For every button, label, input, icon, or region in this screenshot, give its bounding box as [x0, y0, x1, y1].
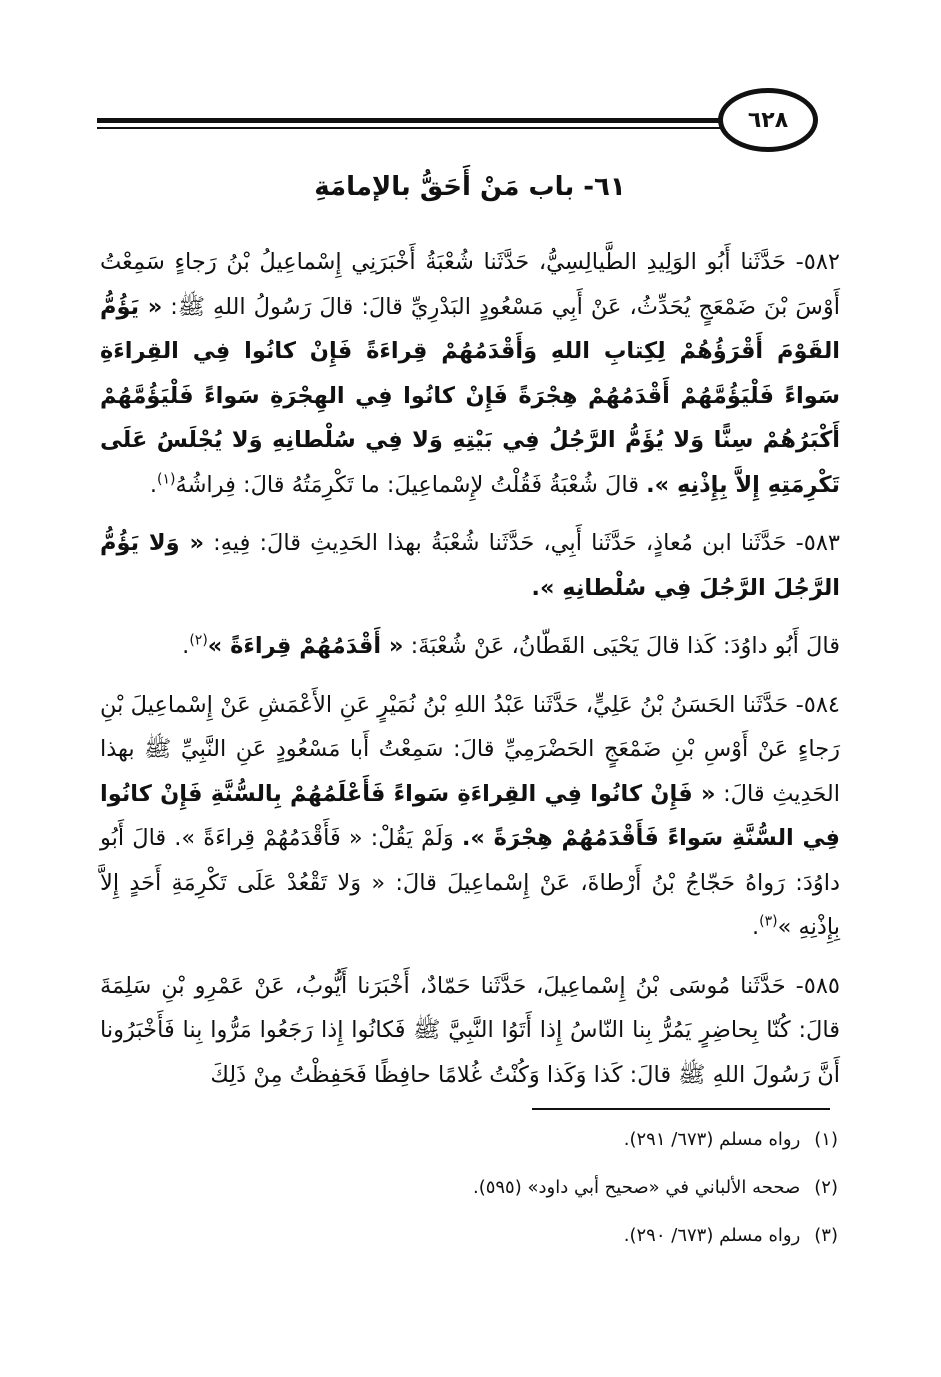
header-rule-thin [97, 127, 725, 129]
footnote-1 [100, 1128, 838, 1176]
footnotes [100, 1128, 838, 1272]
hadith-583-text: ٥٨٣- حَدَّثَنا ابن مُعاذٍ، حَدَّثَنا أَبِي، حَدَّثَنا شُعْبَةُ بهذا الحَدِيثِ قالَ: فِيهِ: [213, 530, 840, 556]
hadith-583 [100, 521, 840, 610]
footnote-1-text: رواه مسلم (٦٧٣/ ٢٩١). [623, 1129, 801, 1150]
footnote-2-number: (٢) [814, 1177, 838, 1198]
footnote-ref-3[interactable]: (٣) [759, 913, 778, 930]
hadith-582-end: . [149, 471, 158, 498]
footnote-3-number: (٣) [814, 1225, 838, 1246]
footnote-3 [100, 1224, 838, 1272]
footnote-rule [532, 1108, 830, 1110]
main-text [100, 240, 840, 1111]
hadith-582-quote: « يَؤُمُّ القَوْمَ أَقْرَؤُهُمْ لِكِتابِ اللهِ وَأَقْدَمُهُمْ قِراءَةً فَإِنْ كانُوا فِي القِراءَةِ سَواءً فَلْيَؤُمَّهُمْ أَقْدَمُهُمْ هِجْرَةً فَإِنْ كانُوا فِي الهِجْرَةِ سَواءً فَلْيَؤُمَّهُمْ أَكْبَرُهُمْ سِنًّا وَلا يُؤَمُّ الرَّجُلُ فِي بَيْتِهِ وَلا فِي سُلْطانِهِ وَلا يُجْلَسُ عَلَى تَكْرِمَتِهِ إِلاَّ بِإِذْنِهِ ». [100, 293, 840, 498]
hadith-584-note: وَلَمْ يَقُلْ: « فَأَقْدَمُهُمْ قِراءَةً ». قالَ أَبُو داوُدَ: رَواهُ حَجّاجُ بْنُ أَرْطاةَ، عَنْ إِسْماعِيلَ قالَ: « وَلا تَقْعُدْ عَلَى تَكْرِمَةِ أَحَدٍ إِلاَّ بِإِذْنِهِ » [100, 825, 840, 940]
chapter-title: ٦١- باب مَنْ أَحَقُّ بالإمامَةِ [314, 172, 626, 202]
footnote-2-text: صححه الألباني في «صحيح أبي داود» (٥٩٥). [472, 1177, 801, 1198]
hadith-584 [100, 683, 840, 950]
footnote-2 [100, 1176, 838, 1224]
hadith-583-quote: « وَلا يَؤُمُّ الرَّجُلَ الرَّجُلَ فِي سُلْطانِهِ ». [100, 530, 840, 601]
hadith-584-quote: « فَإِنْ كانُوا فِي القِراءَةِ سَواءً فَأَعْلَمُهُمْ بِالسُّنَّةِ فَإِنْ كانُوا فِي السُّنَّةِ سَواءً فَأَقْدَمُهُمْ هِجْرَةً ». [100, 780, 841, 851]
page-number-badge [718, 88, 818, 152]
hadith-585 [100, 964, 840, 1098]
abu-dawud-note-text: قالَ أَبُو داوُدَ: كَذا قالَ يَحْيَى القَطّانُ، عَنْ شُعْبَةَ: [410, 633, 840, 659]
header-rule-thick [97, 118, 725, 123]
hadith-584-end: . [751, 914, 760, 940]
hadith-582 [100, 240, 840, 507]
footnote-3-text: رواه مسلم (٦٧٣/ ٢٩٠). [623, 1225, 801, 1246]
footnote-ref-1[interactable]: (١) [157, 471, 176, 487]
footnote-1-number: (١) [814, 1129, 838, 1150]
abu-dawud-note-end: . [182, 633, 190, 659]
page-number: ٦٢٨ [747, 107, 789, 133]
hadith-582-text: ٥٨٢- حَدَّثَنا أَبُو الوَلِيدِ الطَّيالِسِيُّ، حَدَّثَنا شُعْبَةُ أَخْبَرَنِي إِسْماعِيلُ بْنُ رَجاءٍ سَمِعْتُ أَوْسَ بْنَ ضَمْعَجٍ يُحَدِّثُ، عَنْ أَبِي مَسْعُودٍ البَدْرِيِّ قالَ: قالَ رَسُولُ اللهِ ﷺ: [100, 249, 840, 320]
abu-dawud-note-quote: « أَقْدَمُهُمْ قِراءَةً » [207, 633, 404, 659]
abu-dawud-note [100, 624, 840, 669]
hadith-582-note: قالَ شُعْبَةُ فَقُلْتُ لإِسْماعِيلَ: ما تَكْرِمَتُهُ قالَ: فِراشُهُ [175, 471, 639, 498]
footnote-ref-2[interactable]: (٢) [189, 632, 208, 649]
hadith-585-text: ٥٨٥- حَدَّثَنا مُوسَى بْنُ إِسْماعِيلَ، حَدَّثَنا حَمّادٌ، أَخْبَرَنا أَيُّوبُ، عَنْ عَمْرِو بْنِ سَلِمَةَ قالَ: كُنّا بِحاضِرٍ يَمُرُّ بِنا النّاسُ إِذا أَتَوُا النَّبِيَّ ﷺ فَكانُوا إِذا رَجَعُوا مَرُّوا بِنا فَأَخْبَرُونا أَنَّ رَسُولَ اللهِ ﷺ قالَ: كَذا وَكَذا وَكُنْتُ غُلامًا حافِظًا فَحَفِظْتُ مِنْ ذَلِكَ [100, 972, 840, 1088]
hadith-584-text: ٥٨٤- حَدَّثَنا الحَسَنُ بْنُ عَلِيٍّ، حَدَّثَنا عَبْدُ اللهِ بْنُ نُمَيْرٍ عَنِ الأَعْمَشِ عَنْ إِسْماعِيلَ بْنِ رَجاءٍ عَنْ أَوْسِ بْنِ ضَمْعَجٍ الحَضْرَمِيِّ قالَ: سَمِعْتُ أَبا مَسْعُودٍ عَنِ النَّبِيِّ ﷺ بهذا الحَدِيثِ قالَ: [100, 691, 840, 807]
